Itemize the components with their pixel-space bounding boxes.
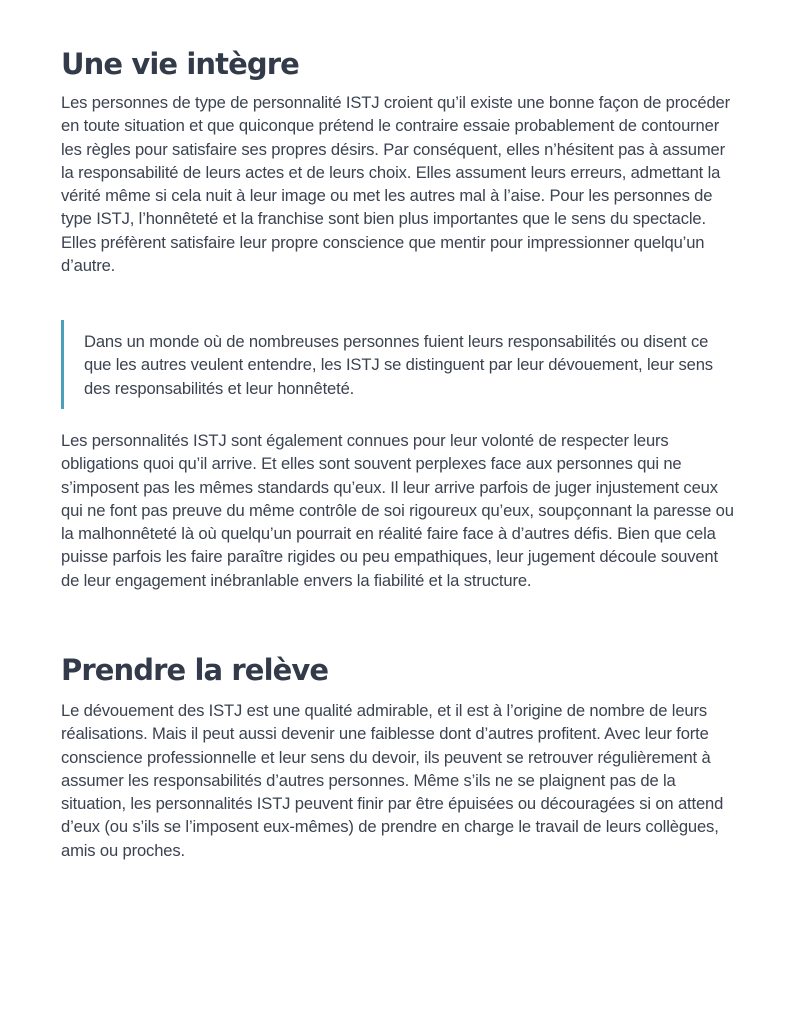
paragraph-devotion: Le dévouement des ISTJ est une qualité admirable, et il est à l’origine de nombre de leurs réalisations. Mais il peut aussi devenir une faiblesse dont d’autres profitent. Avec leur forte conscience professionnelle et leur sens du devoir, ils peuvent se retrouver régulièrement à assumer les responsabilités d’autres personnes. Même s’ils ne se plaignent pas de la situation, les personnalités ISTJ peuvent finir par être épuisées ou découragées si on attend d’eux (ou s’ils se l’imposent eux-mêmes) de prendre en charge le travail de leurs collègues, amis ou proches.	[61, 701, 724, 860]
section-heading-une-vie-integre: Une vie intègre	[61, 47, 299, 81]
paragraph-integrity: Les personnes de type de personnalité ISTJ croient qu’il existe une bonne façon de procéder en toute situation et que quiconque prétend le contraire essaie probablement de contourner les règles pour satisfaire ses propres désirs. Par conséquent, elles n’hésitent pas à assumer la responsabilité de leurs actes et de leurs choix. Elles assument leurs erreurs, admettant la vérité même si cela nuit à leur image ou met les autres mal à l’aise. Pour les personnes de type ISTJ, l’honnêteté et la franchise sont bien plus importantes que le sens du spectacle. Elles préfèrent satisfaire leur propre conscience que mentir pour impressionner quelqu’un d’autre.	[61, 93, 730, 276]
pull-quote	[61, 320, 737, 409]
section-heading-prendre-la-releve: Prendre la relève	[61, 653, 329, 687]
pull-quote-text: Dans un monde où de nombreuses personnes fuient leurs responsabilités ou disent ce que les autres veulent entendre, les ISTJ se distinguent par leur dévouement, leur sens des responsabilités et leur honnêteté.	[84, 332, 713, 398]
paragraph-obligations: Les personnalités ISTJ sont également connues pour leur volonté de respecter leurs obligations quoi qu’il arrive. Et elles sont souvent perplexes face aux personnes qui ne s’imposent pas les mêmes standards qu’eux. Il leur arrive parfois de juger injustement ceux qui ne font pas preuve du même contrôle de soi rigoureux qu’eux, soupçonnant la paresse ou la malhonnêteté là où quelqu’un pourrait en réalité faire face à d’autres défis. Bien que cela puisse parfois les faire paraître rigides ou peu empathiques, leur jugement découle souvent de leur engagement inébranlable envers la fiabilité et la structure.	[61, 431, 734, 590]
